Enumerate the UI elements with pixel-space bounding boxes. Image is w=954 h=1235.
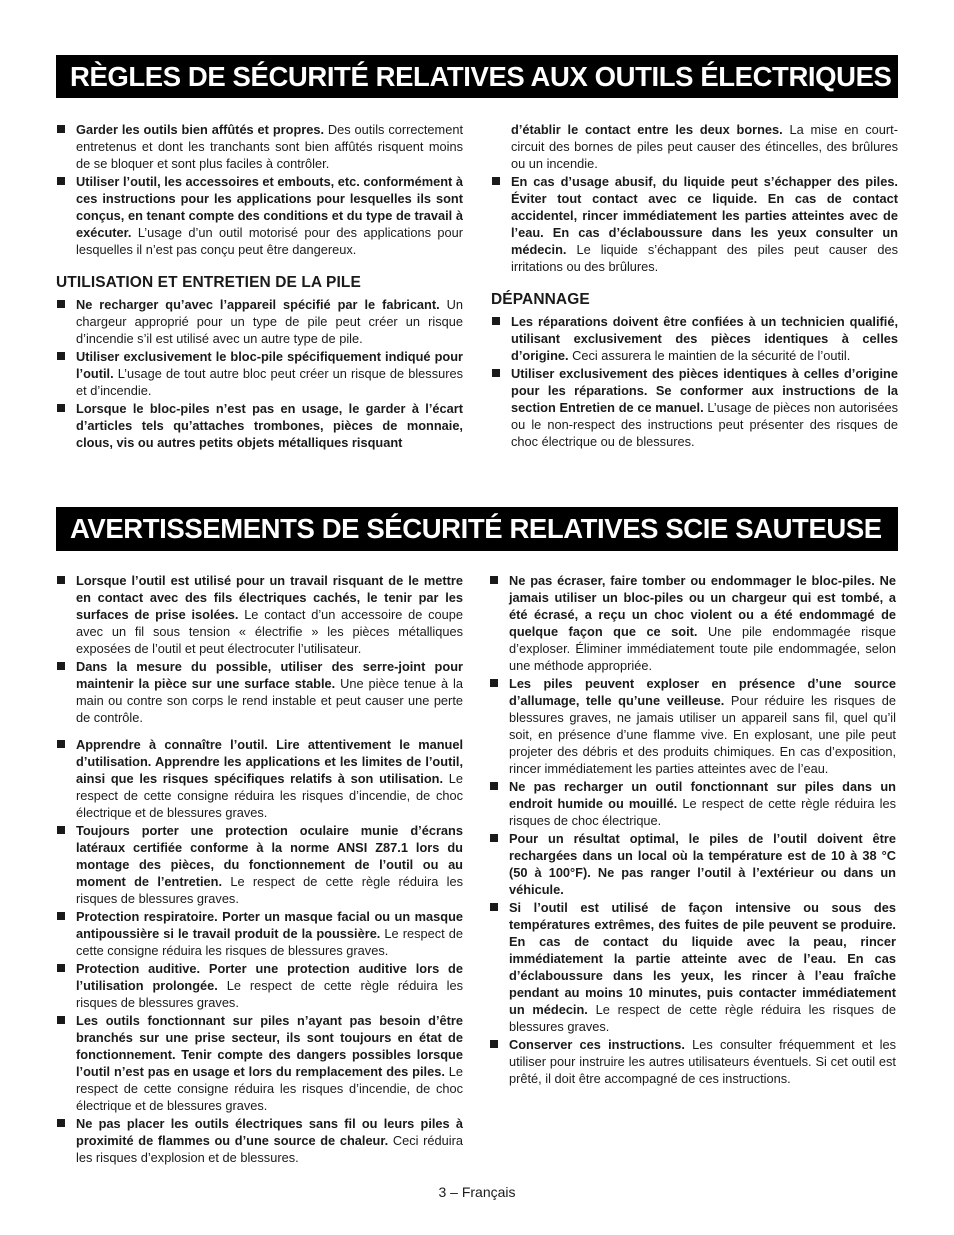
bullet-square-icon — [492, 317, 500, 325]
item-bold-text: Protection auditive. Porter une protection auditive lors de l’utilisation prolongée. — [76, 961, 463, 993]
item-bold-text: Ne pas placer les outils électriques sans fil ou leurs piles à proximité de flammes ou d’une source de chaleur. — [76, 1116, 463, 1148]
list-item — [491, 173, 898, 275]
bullet-square-icon — [57, 177, 65, 185]
bullet-square-icon — [490, 903, 498, 911]
item-text: Une pièce tenue à la main ou contre son corps le rend instable et peut causer une perte de contrôle. — [76, 676, 463, 725]
item-bold-text: Ne pas recharger un outil fonctionnant sur piles dans un endroit humide ou mouillé. — [509, 779, 896, 811]
item-bold-text: Utiliser exclusivement des pièces identiques à celles d’origine pour les réparations. Se conformer aux instructions de la section Entretien de ce manuel. — [511, 366, 898, 415]
bullet-square-icon — [490, 834, 498, 842]
list-item — [489, 572, 896, 674]
list-item — [489, 899, 896, 1035]
bullet-square-icon — [492, 369, 500, 377]
bullet-square-icon — [57, 826, 65, 834]
list-item — [56, 736, 463, 821]
bullet-square-icon — [57, 912, 65, 920]
list-item — [56, 908, 463, 959]
bullet-square-icon — [57, 1016, 65, 1024]
item-bold-text: Toujours porter une protection oculaire munie d’écrans latéraux certifiée conforme à la norme ANSI Z87.1 lors du montage des pièces, du fonctionnement de l’outil ou au moment de l’entretien. — [76, 823, 463, 889]
bullet-square-icon — [57, 404, 65, 412]
list-item — [56, 348, 463, 399]
item-text: Ceci assurera le maintien de la sécurité de l’outil. — [568, 348, 851, 363]
list-item — [56, 960, 463, 1011]
bullet-square-icon — [57, 1119, 65, 1127]
item-text: Une pile endommagée risque d’exploser. Éliminer immédiatement toute pile endommagée, selon une méthode appropriée. — [509, 624, 896, 673]
item-bold-text: Ne recharger qu’avec l’appareil spécifié par le fabricant. — [76, 297, 440, 312]
list-item — [56, 1012, 463, 1114]
list-item — [56, 121, 463, 172]
bullet-square-icon — [490, 679, 498, 687]
list-item — [56, 572, 463, 657]
bullet-square-icon — [57, 300, 65, 308]
section1-right-column — [491, 121, 898, 451]
item-bold-text: d’établir le contact entre les deux bornes. — [511, 122, 783, 137]
page-footer: 3 – Français — [438, 1184, 516, 1200]
section-title-jigsaw-warnings: AVERTISSEMENTS DE SÉCURITÉ RELATIVES SCIE SAUTEUSE — [56, 507, 898, 551]
item-bold-text: Si l’outil est utilisé de façon intensive ou sous des températures extrêmes, des fuites de pile peuvent se produire. En cas de contact du liquide avec la peau, rincer immédiatement la partie atteinte avec de l’eau. En cas d’éclaboussure dans les yeux, les rincer à l’eau fraîche pendant au moins 10 minutes, puis contacter immédiatement un médecin. — [509, 900, 896, 1017]
bullet-square-icon — [57, 740, 65, 748]
item-bold-text: Ne pas écraser, faire tomber ou endommager le bloc-piles. Ne jamais utiliser un bloc-piles ou un chargeur qui est tombé, a été écrasé, a reçu un choc violent ou a été endommagé de quelque façon que ce soit. — [509, 573, 896, 639]
list-item — [489, 1036, 896, 1087]
bullet-square-icon — [57, 352, 65, 360]
item-text: Les consulter fréquemment et les utiliser pour instruire les autres utilisateurs éventuels. Si cet outil est prêté, il doit être accompagné de ces instructions. — [509, 1037, 896, 1086]
list-item — [489, 830, 896, 898]
item-text: Le respect de cette règle réduira les risques de choc électrique. — [509, 796, 896, 828]
bullet-square-icon — [57, 964, 65, 972]
item-text: Des outils correctement entretenus et dont les tranchants sont bien affûtés risquent moins de se bloquer et sont plus faciles à contrôler. — [76, 122, 463, 171]
item-bold-text: Protection respiratoire. Porter un masque facial ou un masque antipoussière si le travail produit de la poussière. — [76, 909, 463, 941]
bullet-square-icon — [490, 576, 498, 584]
section-title-power-tool-rules: RÈGLES DE SÉCURITÉ RELATIVES AUX OUTILS ÉLECTRIQUES — [56, 55, 898, 98]
service-heading: DÉPANNAGE — [491, 291, 590, 308]
item-bold-text: Lorsque le bloc-piles n’est pas en usage, le garder à l’écart d’articles tels qu’attaches trombones, pièces de monnaie, clous, vis ou autres petits objets métalliques risquant — [76, 401, 463, 450]
item-bold-text: Les outils fonctionnant sur piles n’ayant pas besoin d’être branchés sur une prise secteur, ils sont toujours en état de fonctionnement. Tenir compte des dangers possibles lorsque l’outil n’est pas en usage et lors du remplacement des piles. — [76, 1013, 463, 1079]
item-text: L’usage de tout autre bloc peut créer un risque de blessures et d’incendie. — [76, 366, 463, 398]
item-bold-text: En cas d’usage abusif, du liquide peut s’échapper des piles. Éviter tout contact avec ce liquide. En cas de contact accidentel, rincer immédiatement les parties atteintes avec de l’eau. En cas d’éclaboussure dans les yeux consulter un médecin. — [511, 174, 898, 257]
item-text: Le respect de cette règle réduira les risques de blessures graves. — [76, 874, 463, 906]
list-item — [56, 658, 463, 726]
item-text: L’usage de pièces non autorisées ou le non-respect des instructions peut présenter des risques de choc électrique ou de blessures. — [511, 400, 899, 449]
bullet-square-icon — [490, 1040, 498, 1048]
item-text: Ceci réduira les risques d’explosion et de blessures. — [76, 1133, 464, 1165]
item-bold-text: Conserver ces instructions. — [509, 1037, 685, 1052]
bullet-square-icon — [492, 177, 500, 185]
section2-left-column — [56, 572, 463, 1167]
item-bold-text: Utiliser exclusivement le bloc-pile spécifiquement indiqué pour l’outil. — [76, 349, 463, 381]
section1-left-column — [56, 121, 463, 452]
item-text: Le respect de cette consigne réduira les risques de blessures graves. — [76, 926, 463, 958]
list-item — [56, 173, 463, 258]
item-bold-text: Pour un résultat optimal, le piles de l’outil doivent être rechargées dans un local où la température est de 10 à 38 °C (50 à 100°F). Ne pas ranger l’outil à l’extérieur ou dans un véhicule. — [509, 831, 896, 897]
list-item — [56, 400, 463, 451]
bullet-square-icon — [57, 662, 65, 670]
item-bold-text: Garder les outils bien affûtés et propres. — [76, 122, 325, 137]
item-text: Un chargeur approprié pour un type de pile peut créer un risque d’incendie s’il est utilisé avec un autre type de pile. — [76, 297, 463, 346]
list-item — [489, 778, 896, 829]
list-item — [56, 822, 463, 907]
item-bold-text: Utiliser l’outil, les accessoires et embouts, etc. conformément à ces instructions pour les applications pour lesquelles ils sont conçus, en tenant compte des conditions et du type de travail à exécuter. — [76, 174, 463, 240]
item-text: Le respect de cette consigne réduira les risques d’incendie, de choc électrique et de blessures graves. — [76, 1064, 463, 1113]
list-item — [491, 365, 898, 450]
item-text: Pour réduire les risques de blessures graves, ne jamais utiliser un appareil sans fil, quel qu’il soit, en présence d’une flamme vive. En explosant, une pile peut projeter des débris et des produits chimiques. En cas d’exposition, rincer immédiatement les parties atteintes avec de l’eau. — [509, 693, 896, 776]
item-bold-text: Dans la mesure du possible, utiliser des serre-joint pour maintenir la pièce sur une surface stable. — [76, 659, 463, 691]
list-item-continuation — [491, 121, 898, 172]
list-item — [491, 313, 898, 364]
item-bold-text: Lorsque l’outil est utilisé pour un travail risquant de le mettre en contact avec des fils électriques cachés, le tenir par les surfaces de prise isolées. — [76, 573, 463, 622]
bullet-square-icon — [490, 782, 498, 790]
section2-right-column — [489, 572, 896, 1088]
bullet-square-icon — [57, 125, 65, 133]
list-item — [489, 675, 896, 777]
list-item — [56, 1115, 463, 1166]
item-text: Le contact d’un accessoire de coupe avec un fil sous tension « électrifie » les pièces métalliques exposées de l’outil et peut électrocuter l’utilisateur. — [76, 607, 463, 656]
list-item — [56, 296, 463, 347]
item-text: Le respect de cette règle réduira les risques de blessures graves. — [509, 1002, 896, 1034]
item-bold-text: Apprendre à connaître l’outil. Lire attentivement le manuel d’utilisation. Apprendre les applications et les limites de l’outil, ainsi que les risques spécifiques relatifs à son utilisation. — [76, 737, 463, 786]
item-text: La mise en court-circuit des bornes de piles peut causer des étincelles, des brûlures ou un incendie. — [511, 122, 898, 171]
battery-heading: UTILISATION ET ENTRETIEN DE LA PILE — [56, 274, 361, 291]
item-text: L’usage d’un outil motorisé pour des applications pour lesquelles il n’est pas conçu peut être dangereux. — [76, 225, 463, 257]
item-text: Le respect de cette règle réduira les risques de blessures graves. — [76, 978, 463, 1010]
item-bold-text: Les réparations doivent être confiées à un technicien qualifié, utilisant exclusivement des pièces identiques à celles d’origine. — [511, 314, 898, 363]
item-text: Le respect de cette consigne réduira les risques d’incendie, de choc électrique et de blessures graves. — [76, 771, 463, 820]
bullet-square-icon — [57, 576, 65, 584]
item-bold-text: Les piles peuvent exploser en présence d’une source d’allumage, telle qu’une veilleuse. — [509, 676, 896, 708]
item-text: Le liquide s’échappant des piles peut causer des irritations ou des brûlures. — [511, 242, 898, 274]
